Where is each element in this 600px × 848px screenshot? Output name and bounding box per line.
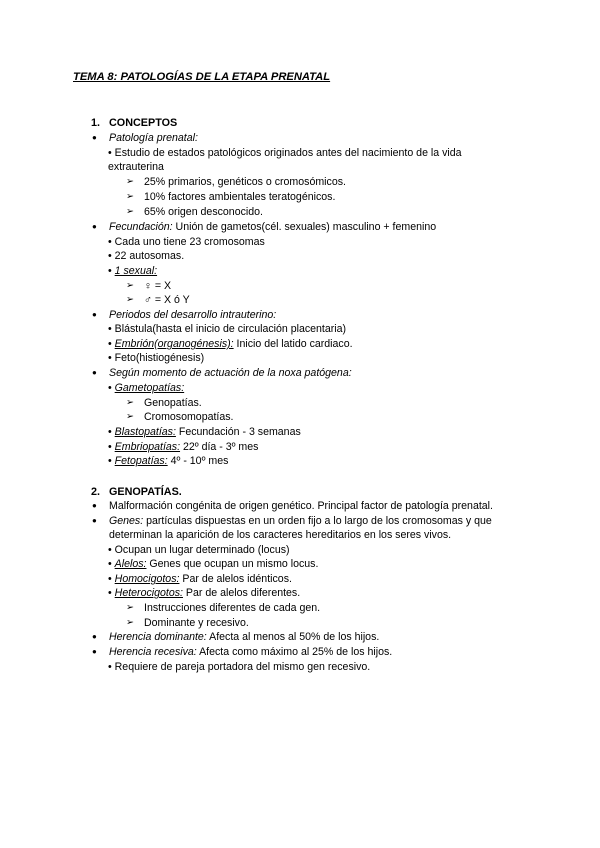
- homocigotos-desc: Par de alelos idénticos.: [179, 573, 292, 585]
- stat-item: 65% origen desconocido.: [144, 206, 263, 218]
- blastopatias-label: Blastopatías:: [114, 426, 176, 438]
- fetopatias-line: [108, 454, 228, 468]
- genes-line1: [109, 514, 492, 528]
- alelos-desc: Genes que ocupan un mismo locus.: [146, 558, 319, 570]
- arrow-bullet: ➢: [126, 397, 134, 408]
- malformacion-text: Malformación congénita de origen genético. Principal factor de patología prenatal.: [109, 500, 493, 512]
- arrow-bullet: ➢: [126, 294, 134, 305]
- heterocigotos-desc: Par de alelos diferentes.: [182, 587, 301, 599]
- fecundacion-term: Fecundación:: [109, 221, 173, 233]
- bullet-dot: ●: [92, 368, 97, 377]
- recesiva-line: [109, 645, 392, 659]
- small-bullet: •: [108, 558, 112, 570]
- section-1-number: 1.: [91, 117, 101, 129]
- embrion-term: Embrión(organogénesis):: [114, 338, 234, 350]
- genes-term: Genes:: [109, 515, 144, 527]
- blastopatias-desc: Fecundación - 3 semanas: [175, 426, 301, 438]
- alelos-line: [108, 557, 318, 571]
- patologia-term: Patología prenatal:: [109, 132, 198, 144]
- small-bullet: •: [108, 573, 112, 585]
- fecundacion-line: [109, 220, 436, 234]
- locus-item: • Ocupan un lugar determinado (locus): [108, 544, 290, 556]
- arrow-bullet: ➢: [126, 191, 134, 202]
- arrow-bullet: ➢: [126, 617, 134, 628]
- small-bullet: •: [108, 441, 112, 453]
- stat-item: 25% primarios, genéticos o cromosómicos.: [144, 176, 346, 188]
- arrow-bullet: ➢: [126, 280, 134, 291]
- hetero-item: Dominante y recesivo.: [144, 617, 249, 629]
- bullet-dot: ●: [92, 501, 97, 510]
- small-bullet: •: [108, 382, 115, 394]
- bullet-dot: ●: [92, 632, 97, 641]
- recesiva-desc: Afecta como máximo al 25% de los hijos.: [196, 646, 393, 658]
- embriopatias-label: Embriopatías:: [114, 441, 181, 453]
- fecundacion-item: • Cada uno tiene 23 cromosomas: [108, 236, 265, 248]
- bullet-dot: ●: [92, 310, 97, 319]
- section-1-heading: CONCEPTOS: [109, 117, 178, 129]
- embrion-desc: Inicio del latido cardiaco.: [233, 338, 353, 350]
- hetero-item: Instrucciones diferentes de cada gen.: [144, 602, 321, 614]
- dominante-term: Herencia dominante:: [109, 631, 207, 643]
- recesiva-term: Herencia recesiva:: [109, 646, 197, 658]
- arrow-bullet: ➢: [126, 602, 134, 613]
- sexual-label: 1 sexual:: [114, 265, 158, 277]
- patologia-desc-line2: extrauterina: [108, 161, 164, 173]
- gametopatias-label: Gametopatías:: [114, 382, 185, 394]
- fetopatias-label: Fetopatías:: [114, 455, 168, 467]
- heterocigotos-label: Heterocigotos:: [114, 587, 183, 599]
- fecundacion-item: • 22 autosomas.: [108, 250, 185, 262]
- arrow-bullet: ➢: [126, 176, 134, 187]
- stat-item: 10% factores ambientales teratogénicos.: [144, 191, 336, 203]
- embriopatias-line: [108, 440, 258, 454]
- genes-desc-line1: partículas dispuestas en un orden fijo a lo largo de los cromosomas y que: [143, 515, 492, 527]
- embrion-line: [108, 337, 353, 351]
- gametopatias-line: [108, 381, 184, 395]
- feto-item: • Feto(histiogénesis): [108, 352, 205, 364]
- noxa-term: Según momento de actuación de la noxa patógena:: [109, 367, 352, 379]
- patologia-desc-line1: • Estudio de estados patológicos originados antes del nacimiento de la vida: [108, 147, 462, 159]
- bullet-dot: ●: [92, 647, 97, 656]
- periodos-term: Periodos del desarrollo intrauterino:: [109, 309, 277, 321]
- sexual-line: [108, 264, 157, 278]
- recesiva-note: • Requiere de pareja portadora del mismo gen recesivo.: [108, 661, 371, 673]
- small-bullet: •: [108, 587, 112, 599]
- gametopatia-item: Genopatías.: [144, 397, 202, 409]
- homocigotos-line: [108, 572, 292, 586]
- gametopatia-item: Cromosomopatías.: [144, 411, 234, 423]
- sex-female: ♀ = X: [144, 280, 172, 292]
- arrow-bullet: ➢: [126, 411, 134, 422]
- heterocigotos-line: [108, 586, 300, 600]
- fecundacion-desc: Unión de gametos(cél. sexuales) masculino + femenino: [172, 221, 437, 233]
- section-2-heading: GENOPATÍAS.: [109, 486, 182, 498]
- genes-desc-line2: determinan la aparición de los caracteres hereditarios en los seres vivos.: [109, 529, 452, 541]
- embriopatias-desc: 22º día - 3º mes: [180, 441, 259, 453]
- small-bullet: •: [108, 455, 112, 467]
- alelos-label: Alelos:: [114, 558, 147, 570]
- page-title: TEMA 8: PATOLOGÍAS DE LA ETAPA PRENATAL: [73, 71, 331, 83]
- section-2-number: 2.: [91, 486, 101, 498]
- small-bullet: •: [108, 265, 115, 277]
- blastopatias-line: [108, 425, 301, 439]
- blastula-item: • Blástula(hasta el inicio de circulación placentaria): [108, 323, 347, 335]
- bullet-dot: ●: [92, 222, 97, 231]
- dominante-line: [109, 630, 379, 644]
- bullet-dot: ●: [92, 133, 97, 142]
- small-bullet: •: [108, 338, 115, 350]
- arrow-bullet: ➢: [126, 206, 134, 217]
- sex-male: ♂ = X ó Y: [144, 294, 190, 306]
- small-bullet: •: [108, 426, 112, 438]
- dominante-desc: Afecta al menos al 50% de los hijos.: [206, 631, 380, 643]
- fetopatias-desc: 4º - 10º mes: [167, 455, 229, 467]
- bullet-dot: ●: [92, 516, 97, 525]
- homocigotos-label: Homocigotos:: [114, 573, 180, 585]
